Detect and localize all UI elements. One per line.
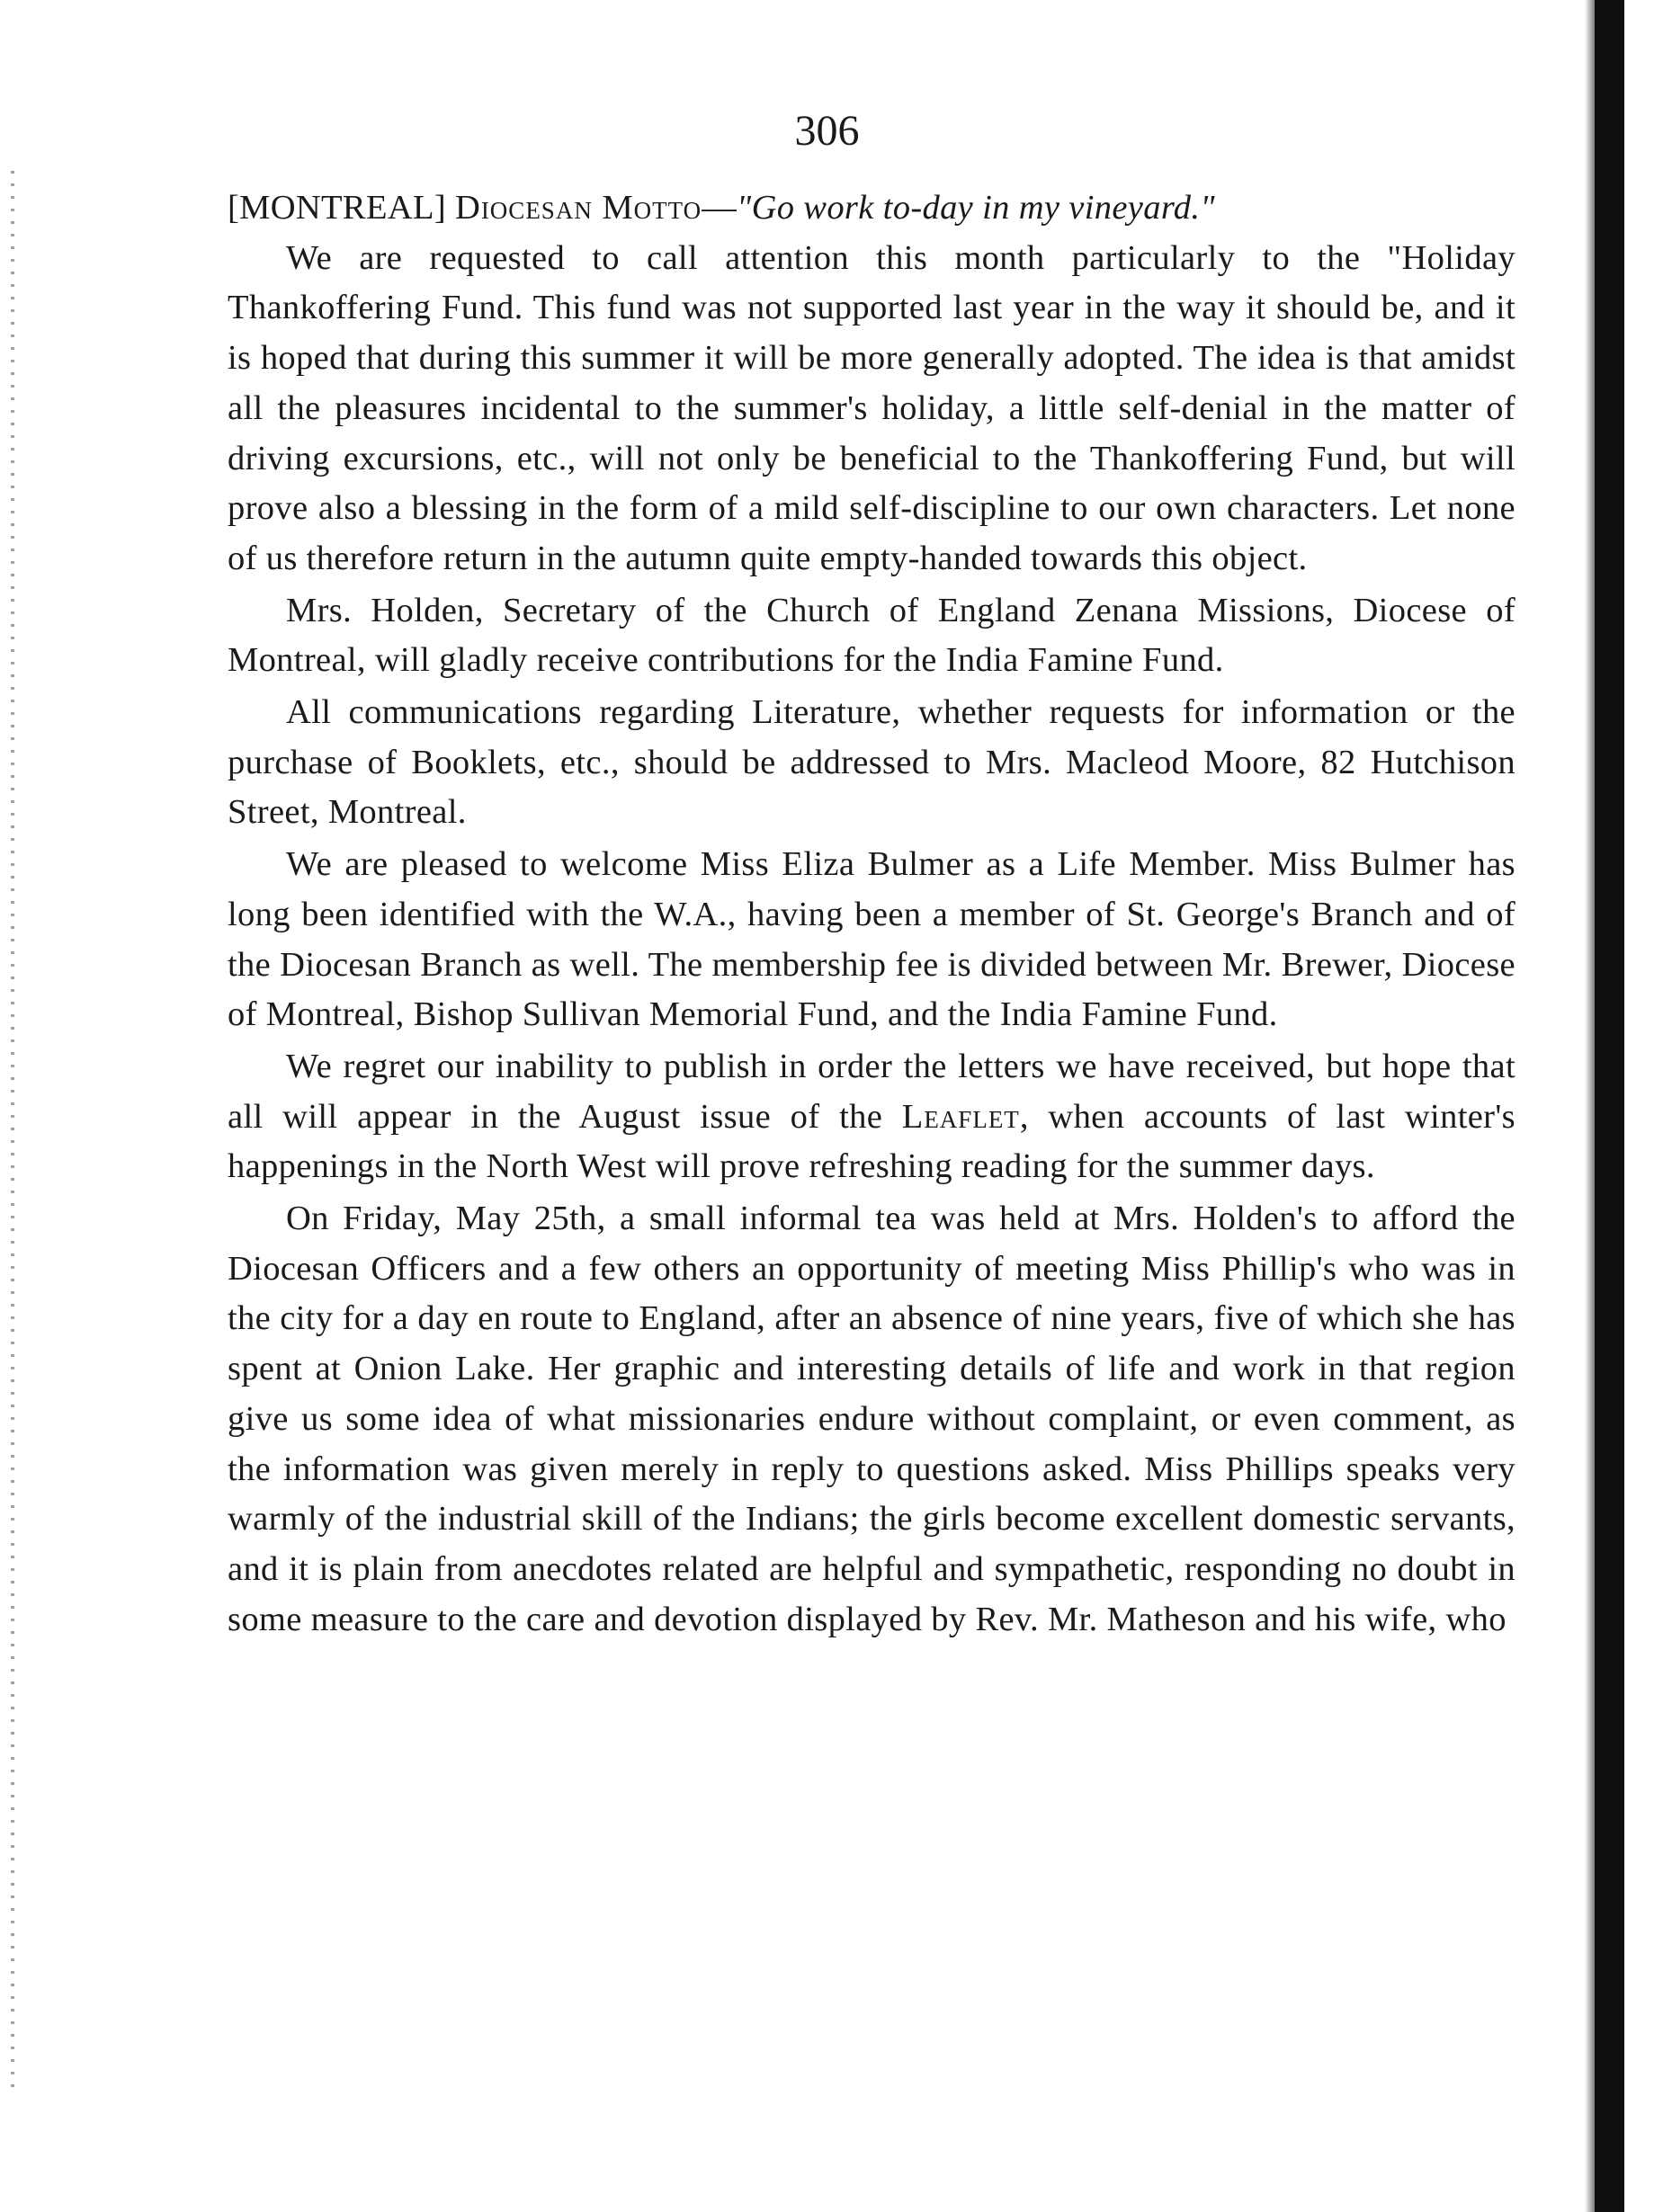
header-motto-dash: — (702, 189, 738, 227)
header-motto-label: Diocesan Motto (455, 189, 702, 227)
leaflet-title: Leaflet (901, 1097, 1020, 1136)
paragraph-life-member: We are pleased to welcome Miss Eliza Bulmer as a Life Member. Miss Bulmer has long been identified with the W.A., having been a member of St. George's Branch and of the Diocesan Branch as well. The membership fee is divided between Mr. Brewer, Diocese of Montreal, Bishop Sullivan Memorial Fund, and the India Famine Fund. (228, 845, 1515, 1034)
diocesan-header (228, 183, 1515, 234)
paragraph-zenana: Mrs. Holden, Secretary of the Church of England Zenana Missions, Diocese of Montreal, will gladly receive contributions for the India Famine Fund. (228, 591, 1515, 680)
header-bracket: [ (228, 189, 240, 227)
paragraph-literature: All communications regarding Literature, whether requests for information or the purchase of Booklets, etc., should be addressed to Mrs. Macleod Moore, 82 Hutchison Street, Montreal. (228, 693, 1515, 832)
header-region: MONTREAL] (239, 189, 447, 227)
letters-text-after: , when accounts of last winter's happenings in the North West will prove refreshing reading for the summer days. (228, 1097, 1515, 1186)
scan-binding-edge (1595, 0, 1624, 2212)
page-body (228, 183, 1515, 1645)
header-motto-text: "Go work to-day in my vineyard." (737, 189, 1215, 227)
letters-text-before: We regret our inability to publish in order the letters we have received, but hope that all will appear in the August issue of the (228, 1047, 1515, 1136)
paragraph-informal-tea: On Friday, May 25th, a small informal tea was held at Mrs. Holden's to afford the Diocesan Officers and a few others an opportunity of meeting Miss Phillip's who was in the city for a day en route to England, after an absence of nine years, five of which she has spent at Onion Lake. Her graphic and interesting details of life and work in that region give us some idea of what missionaries endure without complaint, or even comment, as the information was given merely in reply to questions asked. Miss Phillips speaks very warmly of the industrial skill of the Indians; the girls become excellent domestic servants, and it is plain from anecdotes related are helpful and sympathetic, responding no doubt in some measure to the care and devotion displayed by Rev. Mr. Matheson and his wife, who (228, 1200, 1515, 1638)
page-number: 306 (794, 107, 860, 155)
paragraph-thankoffering: We are requested to call attention this month particularly to the "Holiday Thankoffering Fund. This fund was not supported last year in the way it should be, and it is hoped that during this summer it will be more generally adopted. The idea is that amidst all the pleasures incidental to the summer's holiday, a little self-denial in the matter of driving excursions, etc., will not only be beneficial to the Thankoffering Fund, but will prove also a blessing in the form of a mild self-discipline to our own characters. Let none of us therefore return in the autumn quite empty-handed towards this object. (228, 238, 1515, 577)
paragraph-letters (228, 1042, 1515, 1192)
scan-margin-specks (11, 171, 14, 2095)
scan-binding-shadow (1585, 0, 1595, 2212)
